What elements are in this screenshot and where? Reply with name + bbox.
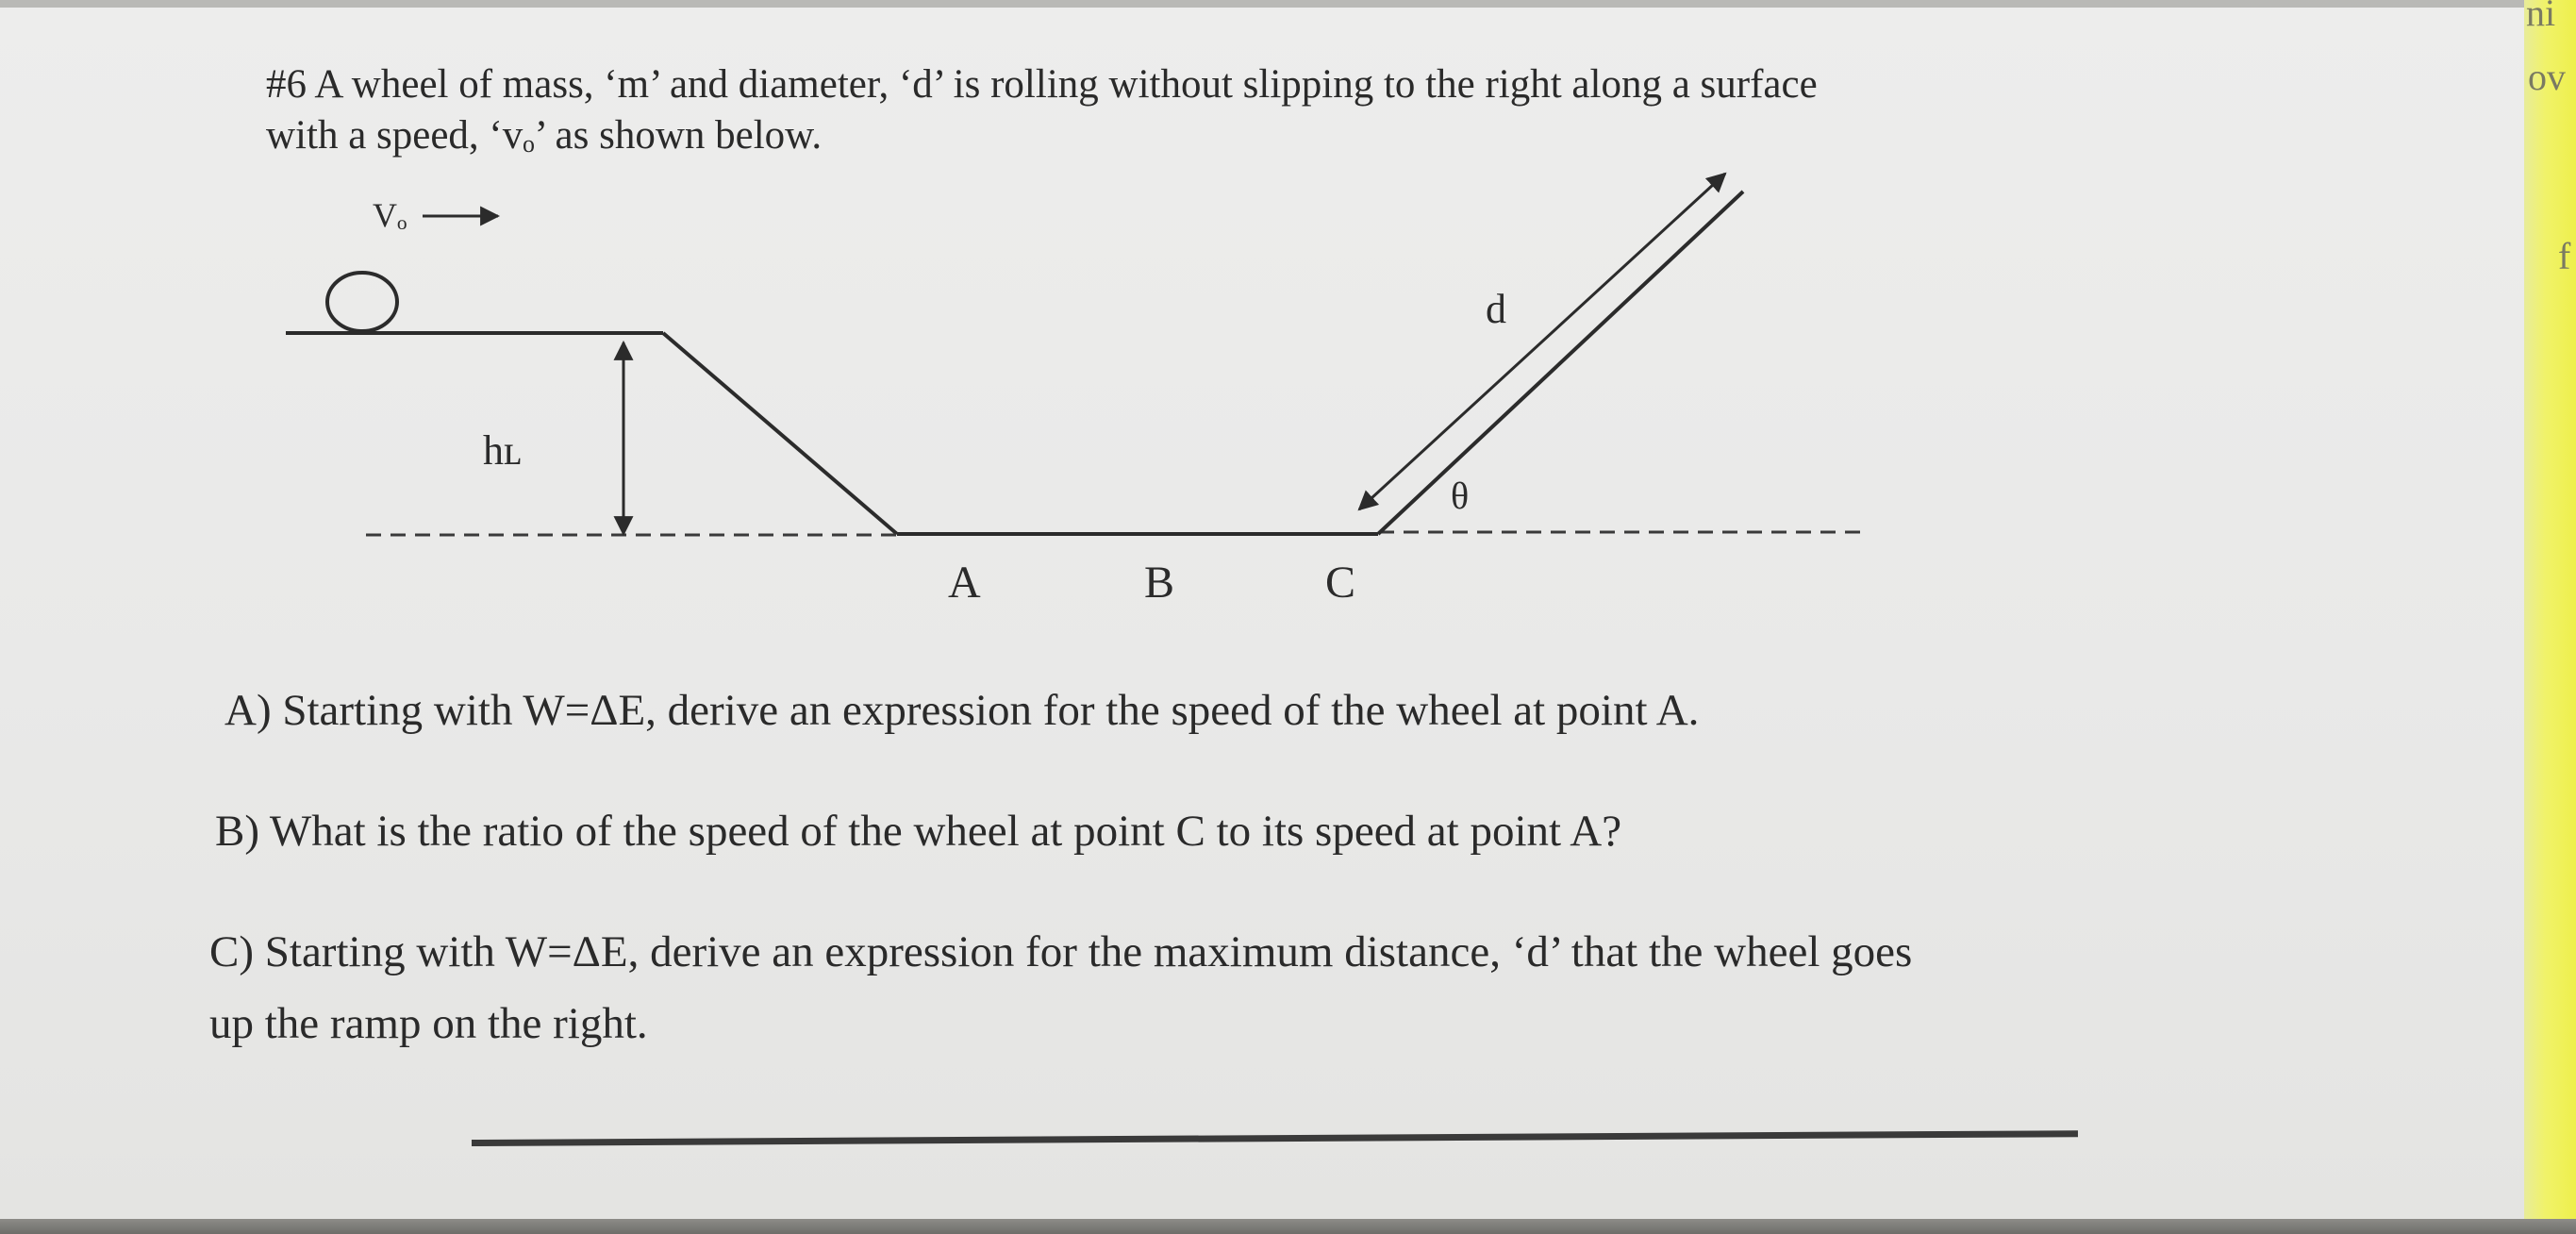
strip-fragment-2: ov xyxy=(2528,56,2566,98)
question-c-line-1: C) Starting with W=ΔE, derive an expression for the maximum distance, ‘d’ that the wheel goes xyxy=(209,927,1913,976)
left-ramp-line xyxy=(663,333,897,534)
problem-statement-line-2: with a speed, ‘vₒ’ as shown below. xyxy=(266,113,823,158)
distance-dimension-arrow xyxy=(1359,174,1725,509)
point-a-label: A xyxy=(948,558,981,608)
problem-statement-line-1: #6 A wheel of mass, ‘m’ and diameter, ‘d’ is rolling without slipping to the right along a surface xyxy=(266,62,1818,107)
velocity-label: Vₒ xyxy=(373,196,407,234)
page-bottom-shadow xyxy=(0,1219,2576,1234)
question-c-line-2: up the ramp on the right. xyxy=(209,999,648,1048)
right-ramp-line xyxy=(1378,192,1743,534)
point-b-label: B xyxy=(1144,558,1175,608)
adjacent-yellow-sheet xyxy=(2524,0,2576,1234)
question-b: B) What is the ratio of the speed of the wheel at point C to its speed at point A? xyxy=(215,807,1622,856)
angle-label: θ xyxy=(1451,475,1470,517)
question-a: A) Starting with W=ΔE, derive an expression for the speed of the wheel at point A. xyxy=(224,686,1700,735)
strip-fragment-1: ni xyxy=(2526,0,2556,34)
distance-label: d xyxy=(1486,286,1506,332)
wheel xyxy=(327,273,397,331)
strip-fragment-3: f xyxy=(2558,235,2571,277)
point-c-label: C xyxy=(1325,558,1356,608)
height-label: hʟ xyxy=(483,427,522,474)
